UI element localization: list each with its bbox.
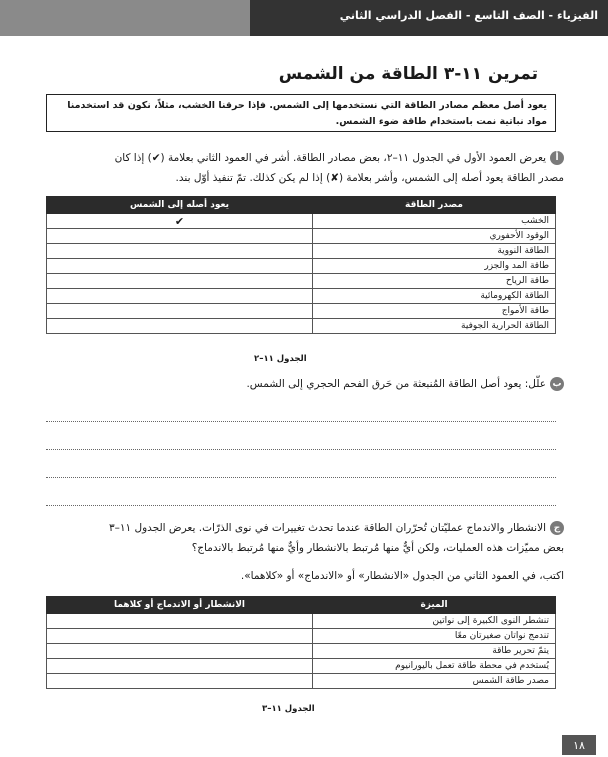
table2-header-feature: الميزة (313, 597, 556, 614)
table-row (47, 244, 556, 259)
question-b (246, 374, 564, 394)
table-row (47, 674, 556, 689)
sun-origin-cell[interactable] (47, 274, 313, 289)
question-c (109, 518, 564, 586)
question-c-line3: اكتب، في العمود الثاني من الجدول «الانشطار» أو «الاندماج» أو «كلاهما». (240, 570, 564, 582)
sun-origin-cell[interactable] (47, 304, 313, 319)
page-number: ١٨ (562, 735, 596, 755)
table-row (47, 229, 556, 244)
energy-source-cell: الخشب (313, 214, 556, 229)
exercise-title: تمرين ١١-٣ الطاقة من الشمس (278, 64, 538, 84)
table-row (47, 319, 556, 334)
table-row (47, 304, 556, 319)
table-row (47, 289, 556, 304)
sun-origin-cell[interactable]: ✔ (47, 214, 313, 229)
question-a-line1: يعرض العمود الأول في الجدول ١١–٢، بعض مصادر الطاقة. أشر في العمود الثاني بعلامة (✔) إذا كان (114, 152, 546, 164)
answer-cell[interactable] (47, 614, 313, 629)
energy-source-cell: طاقة الأمواج (313, 304, 556, 319)
question-c-line1: الانشطار والاندماج عمليّتان تُحرّران الطاقة عندما تحدث تغييرات في نوى الذرّات. يعرض الجدول ١١–٣ (108, 522, 546, 534)
table1-header-sun: يعود أصله إلى الشمس (47, 197, 313, 214)
sun-origin-cell[interactable] (47, 229, 313, 244)
answer-cell[interactable] (47, 629, 313, 644)
answer-cell[interactable] (47, 674, 313, 689)
header-bar (0, 0, 608, 36)
header-text: الفيزياء - الصف التاسع - الفصل الدراسي الثاني (339, 9, 598, 22)
energy-source-cell: طاقة المد والجزر (313, 259, 556, 274)
header-bar-light (0, 0, 250, 36)
table-row (47, 214, 556, 229)
answer-cell[interactable] (47, 659, 313, 674)
table1-header-source: مصدر الطاقة (313, 197, 556, 214)
energy-source-cell: الطاقة الحرارية الجوفية (313, 319, 556, 334)
table-row (47, 629, 556, 644)
question-a (115, 148, 564, 188)
energy-source-cell: الطاقة الكهرومائية (313, 289, 556, 304)
table-row (47, 659, 556, 674)
feature-cell: يتمّ تحرير طاقة (313, 644, 556, 659)
question-a-label: أ (550, 151, 564, 165)
sun-origin-cell[interactable] (47, 319, 313, 334)
table-row (47, 274, 556, 289)
question-c-label: ج (550, 521, 564, 535)
sun-origin-cell[interactable] (47, 259, 313, 274)
feature-cell: مصدر طاقة الشمس (313, 674, 556, 689)
intro-box: يعود أصل معظم مصادر الطاقة التي نستخدمها إلى الشمس. فإذا حرقنا الخشب، مثلاً، نكون قد استخدمنا مواد نباتية نمت باستخدام طاقة ضوء الشمس. (46, 94, 556, 132)
table-row (47, 259, 556, 274)
energy-source-cell: الوقود الأحفوري (313, 229, 556, 244)
table-row (47, 614, 556, 629)
question-b-label: ب (550, 377, 564, 391)
sun-origin-cell[interactable] (47, 244, 313, 259)
energy-source-cell: الطاقة النووية (313, 244, 556, 259)
question-c-line2: بعض مميّزات هذه العمليات، ولكن أيٌّ منها مُرتبط بالانشطار وأيٌّ منها مُرتبط بالاندماج؟ (191, 542, 564, 554)
table2-header-answer: الانشطار أو الاندماج أو كلاهما (47, 597, 313, 614)
feature-cell: تنشطر النوى الكبيرة إلى نواتين (313, 614, 556, 629)
table1-caption: الجدول ١١–٢ (254, 354, 307, 364)
feature-cell: تندمج نواتان صغيرتان معًا (313, 629, 556, 644)
question-a-line2: مصدر الطاقة يعود أصله إلى الشمس، وأشر بعلامة (✘) إذا لم يكن كذلك. تمّ تنفيذ أوّل بند. (175, 172, 564, 184)
energy-source-cell: طاقة الرياح (313, 274, 556, 289)
answer-cell[interactable] (47, 644, 313, 659)
sun-origin-cell[interactable] (47, 289, 313, 304)
answer-line[interactable] (46, 449, 556, 450)
table2-caption: الجدول ١١–٣ (262, 704, 315, 714)
table-row (47, 644, 556, 659)
table-fission-fusion (46, 596, 556, 689)
answer-line[interactable] (46, 421, 556, 422)
answer-line[interactable] (46, 477, 556, 478)
answer-line[interactable] (46, 505, 556, 506)
table-energy-sources (46, 196, 556, 334)
feature-cell: يُستخدم في محطة طاقة تعمل باليورانيوم (313, 659, 556, 674)
question-b-text: علّل: يعود أصل الطاقة المُنبعثة من حَرق الفحم الحجري إلى الشمس. (246, 378, 546, 390)
